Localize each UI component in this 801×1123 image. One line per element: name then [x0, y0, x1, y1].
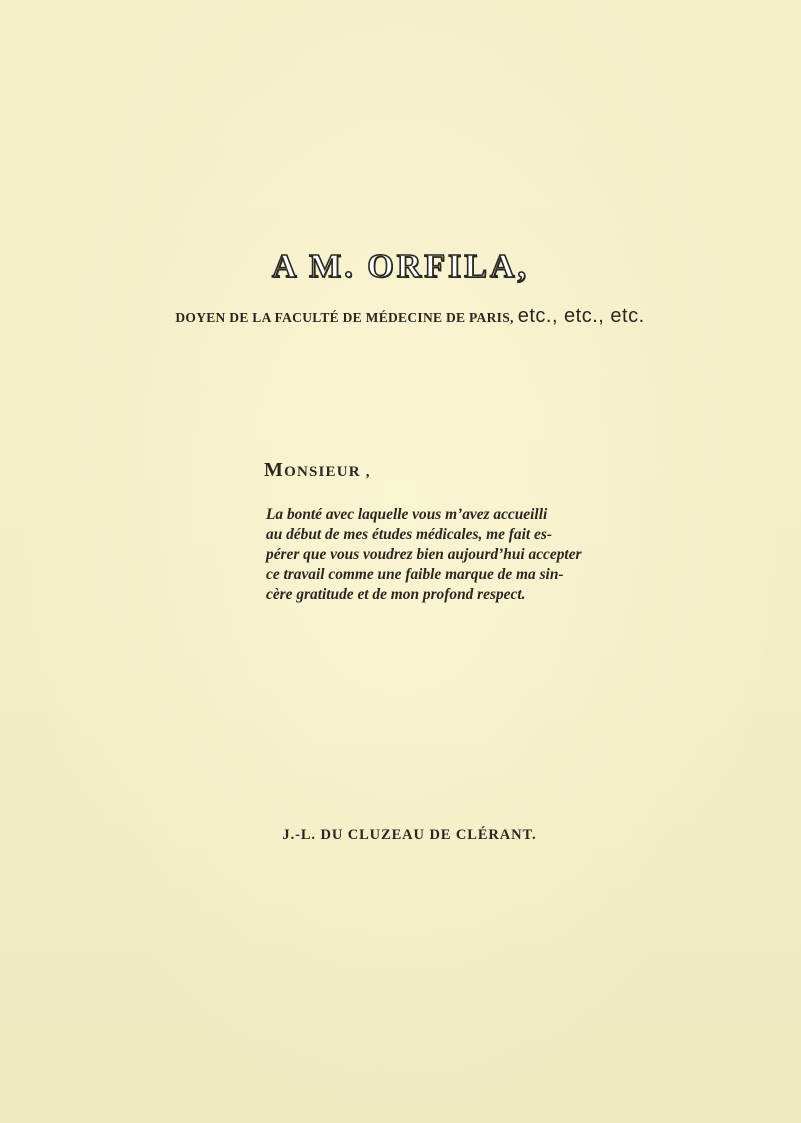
body-line: pérer que vous voudrez bien aujourd’hui accepter — [266, 546, 582, 563]
salutation-rest: ONSIEUR , — [284, 464, 371, 480]
body-line: au début de mes études médicales, me fait es- — [266, 526, 552, 543]
dedication-title-etc: etc., etc., etc. — [517, 305, 645, 327]
body-line: La bonté avec laquelle vous m’avez accueilli — [266, 506, 548, 523]
dedication-title — [90, 302, 730, 332]
dedication-name: A M. ORFILA, — [272, 248, 529, 285]
dedication-title-caps: DOYEN DE LA FACULTÉ DE MÉDECINE DE PARIS, — [175, 310, 514, 325]
body-line: ce travail comme une faible marque de ma sin- — [266, 566, 564, 583]
salutation-initial: M — [264, 459, 285, 481]
body-line: cère gratitude et de mon profond respect. — [266, 586, 526, 603]
signature: J.-L. DU CLUZEAU DE CLÉRANT. — [282, 827, 537, 843]
salutation — [264, 458, 371, 484]
dedication-body — [266, 505, 582, 605]
